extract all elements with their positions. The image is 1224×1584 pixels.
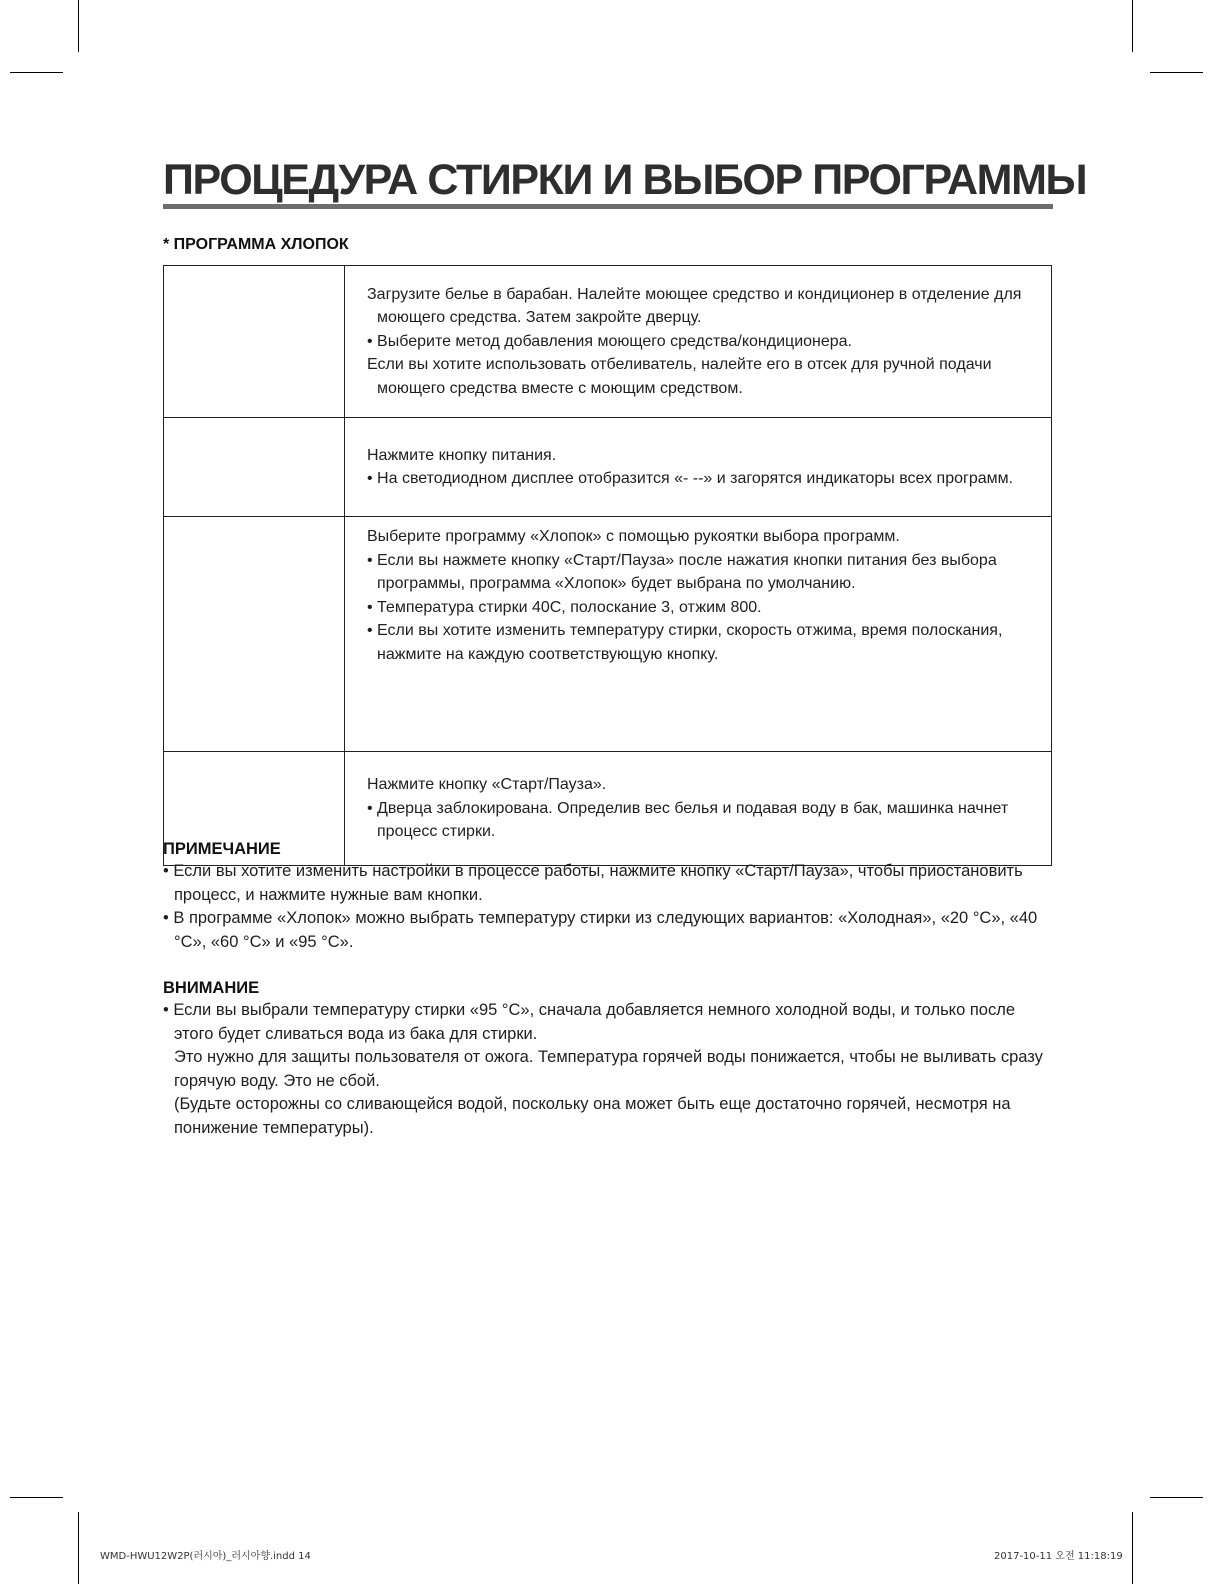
title-underline — [163, 204, 1053, 209]
crop-mark — [78, 0, 79, 52]
step-image-cell — [164, 517, 345, 752]
crop-mark — [1150, 72, 1203, 73]
step-bullet: • На светодиодном дисплее отобразится «- --» и загорятся индикаторы всех программ. — [367, 470, 1014, 487]
section-label: * ПРОГРАММА ХЛОПОК — [163, 236, 349, 253]
crop-mark — [1132, 1512, 1133, 1584]
step-image-cell — [164, 266, 345, 418]
caution-item: • Если вы выбрали температуру стирки «95 °С», сначала добавляется немного холодной воды, и только после этого будет сливаться вода из бака для стирки. — [163, 1001, 1016, 1043]
step-bullet: • Если вы хотите изменить температуру стирки, скорость отжима, время полоскания, нажмите на каждую соответствующую кнопку. — [367, 622, 1003, 663]
crop-mark — [10, 1497, 63, 1498]
step-line: Нажмите кнопку питания. — [367, 446, 557, 464]
crop-mark — [78, 1512, 79, 1584]
crop-mark — [1132, 0, 1133, 52]
step-bullet: • Если вы нажмете кнопку «Старт/Пауза» после нажатия кнопки питания без выбора программы, программа «Хлопок» будет выбрана по умолчанию. — [367, 551, 997, 592]
step-bullet: • Выберите метод добавления моющего средства/кондиционера. — [367, 332, 852, 350]
footer-file-info: WMD-HWU12W2P(러시아)_러시아향.indd 14 — [100, 1551, 311, 1562]
note-item: • Если вы хотите изменить настройки в процессе работы, нажмите кнопку «Старт/Пауза», чтобы приостановить процесс, и нажмите нужные вам кнопки. — [163, 862, 1023, 904]
step-line: Загрузите белье в барабан. Налейте моющее средство и кондиционер в отделение для моющего средства. Затем закройте дверцу. — [367, 285, 1022, 327]
step-line: Нажмите кнопку «Старт/Пауза». — [367, 776, 607, 794]
step-line: Выберите программу «Хлопок» с помощью рукоятки выбора программ. — [367, 528, 900, 545]
step-image-cell — [164, 418, 345, 517]
step-row — [164, 517, 1052, 752]
step-text-cell — [345, 517, 1052, 752]
step-row — [164, 266, 1052, 418]
note-heading: ПРИМЕЧАНИЕ — [163, 840, 281, 858]
caution-heading: ВНИМАНИЕ — [163, 979, 260, 997]
crop-mark — [1150, 1497, 1203, 1498]
note-section — [163, 838, 1043, 954]
step-line: Если вы хотите использовать отбеливатель, налейте его в отсек для ручной подачи моющего средства вместе с моющим средством. — [367, 356, 992, 397]
note-item: • В программе «Хлопок» можно выбрать температуру стирки из следующих вариантов: «Холодная», «20 °С», «40 °С», «60 °С» и «95 °С». — [163, 909, 1038, 951]
footer-datetime: 2017-10-11 오전 11:18:19 — [994, 1551, 1123, 1562]
caution-paragraph: Это нужно для защиты пользователя от ожога. Температура горячей воды понижается, чтобы не выливать сразу горячую воду. Это не сбой. — [174, 1048, 1043, 1090]
step-bullet: • Температура стирки 40С, полоскание 3, отжим 800. — [367, 598, 762, 616]
steps-table — [163, 265, 1052, 866]
crop-mark — [10, 72, 63, 73]
caution-paragraph: (Будьте осторожны со сливающейся водой, поскольку она может быть еще достаточно горячей, несмотря на понижение температуры). — [174, 1095, 1011, 1137]
caution-section — [163, 977, 1043, 1140]
step-text-cell — [345, 418, 1052, 517]
step-row — [164, 418, 1052, 517]
step-text-cell — [345, 266, 1052, 418]
page-title: ПРОЦЕДУРА СТИРКИ И ВЫБОР ПРОГРАММЫ — [163, 156, 1087, 204]
step-bullet: • Дверца заблокирована. Определив вес белья и подавая воду в бак, машинка начнет процесс стирки. — [367, 799, 1009, 841]
